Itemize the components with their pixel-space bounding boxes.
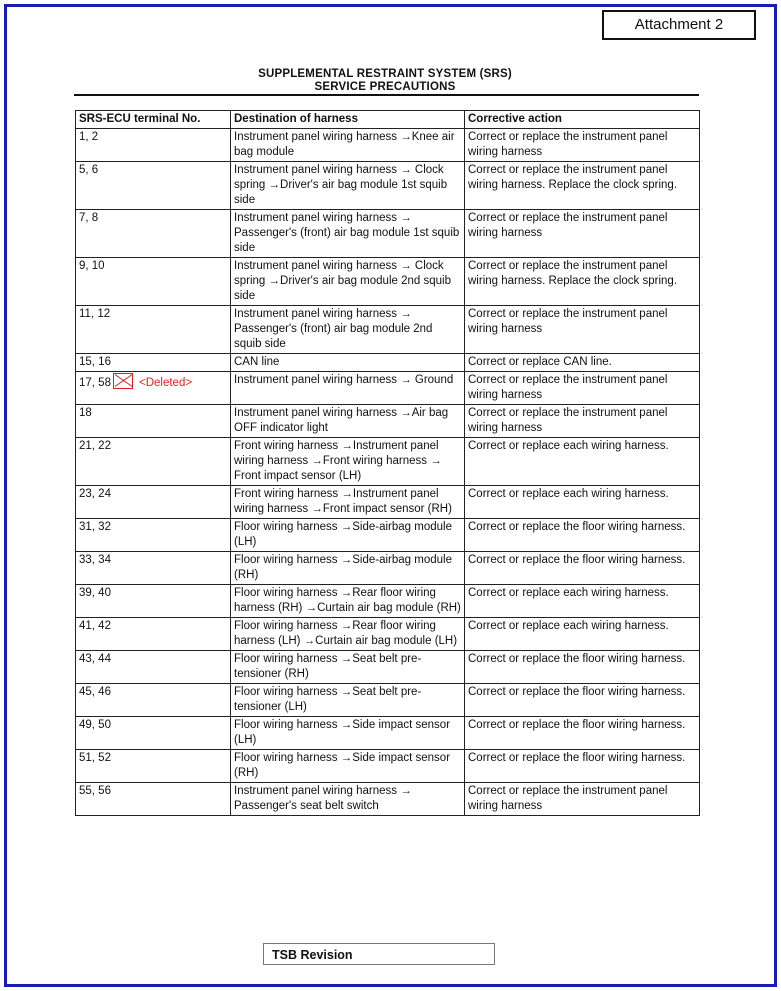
destination-cell: CAN line [231, 354, 465, 372]
table-row [76, 684, 700, 717]
header-action: Corrective action [465, 111, 700, 129]
strikethrough-mark-icon [113, 373, 133, 389]
table-row [76, 750, 700, 783]
destination-cell: Front wiring harness →Instrument panel wiring harness →Front wiring harness → Front impact sensor (LH) [231, 438, 465, 486]
action-cell: Correct or replace the floor wiring harness. [465, 552, 700, 585]
terminal-cell: 49, 50 [76, 717, 231, 750]
table-row [76, 354, 700, 372]
action-cell: Correct or replace the instrument panel wiring harness [465, 129, 700, 162]
terminal-cell: 18 [76, 405, 231, 438]
table-row [76, 519, 700, 552]
action-cell: Correct or replace the floor wiring harness. [465, 750, 700, 783]
destination-cell: Instrument panel wiring harness → Clock spring →Driver's air bag module 2nd squib side [231, 258, 465, 306]
destination-cell: Floor wiring harness →Rear floor wiring harness (RH) →Curtain air bag module (RH) [231, 585, 465, 618]
table-row [76, 306, 700, 354]
table-row [76, 258, 700, 306]
destination-cell: Instrument panel wiring harness → Passenger's (front) air bag module 2nd squib side [231, 306, 465, 354]
table-row [76, 486, 700, 519]
destination-cell: Instrument panel wiring harness → Passenger's (front) air bag module 1st squib side [231, 210, 465, 258]
terminal-cell: 39, 40 [76, 585, 231, 618]
action-cell: Correct or replace the instrument panel wiring harness [465, 372, 700, 405]
terminal-cell: 55, 56 [76, 783, 231, 816]
table-row [76, 552, 700, 585]
header-destination: Destination of harness [231, 111, 465, 129]
title-rule [74, 94, 699, 96]
terminal-cell: 1, 2 [76, 129, 231, 162]
action-cell: Correct or replace each wiring harness. [465, 585, 700, 618]
terminal-cell: 5, 6 [76, 162, 231, 210]
terminal-cell: 23, 24 [76, 486, 231, 519]
terminal-cell [76, 372, 231, 405]
terminal-cell: 41, 42 [76, 618, 231, 651]
terminal-cell: 7, 8 [76, 210, 231, 258]
table-row [76, 717, 700, 750]
table-row [76, 162, 700, 210]
action-cell: Correct or replace the instrument panel wiring harness [465, 210, 700, 258]
table-row [76, 405, 700, 438]
destination-cell: Instrument panel wiring harness → Passenger's seat belt switch [231, 783, 465, 816]
table-header-row [76, 111, 700, 129]
action-cell: Correct or replace the instrument panel wiring harness. Replace the clock spring. [465, 162, 700, 210]
destination-cell: Instrument panel wiring harness →Knee air bag module [231, 129, 465, 162]
destination-cell: Floor wiring harness →Side impact sensor (RH) [231, 750, 465, 783]
action-cell: Correct or replace the instrument panel wiring harness. Replace the clock spring. [465, 258, 700, 306]
table-row [76, 438, 700, 486]
terminal-cell: 21, 22 [76, 438, 231, 486]
deleted-note: <Deleted> [138, 377, 193, 389]
table-row [76, 783, 700, 816]
header-terminal: SRS-ECU terminal No. [76, 111, 231, 129]
table-row [76, 618, 700, 651]
terminal-cell: 33, 34 [76, 552, 231, 585]
terminal-cell: 9, 10 [76, 258, 231, 306]
document-subtitle: SERVICE PRECAUTIONS [314, 81, 456, 93]
table-row [76, 129, 700, 162]
terminal-cell: 51, 52 [76, 750, 231, 783]
destination-cell: Floor wiring harness →Seat belt pre-tensioner (LH) [231, 684, 465, 717]
tsb-revision-label: TSB Revision [263, 943, 495, 965]
terminal-cell: 31, 32 [76, 519, 231, 552]
destination-cell: Front wiring harness →Instrument panel wiring harness →Front impact sensor (RH) [231, 486, 465, 519]
table-row [76, 210, 700, 258]
attachment-label: Attachment 2 [602, 10, 756, 40]
action-cell: Correct or replace the instrument panel wiring harness [465, 783, 700, 816]
destination-cell: Floor wiring harness →Side impact sensor (LH) [231, 717, 465, 750]
action-cell: Correct or replace each wiring harness. [465, 438, 700, 486]
action-cell: Correct or replace the floor wiring harness. [465, 519, 700, 552]
terminal-cell: 45, 46 [76, 684, 231, 717]
table-row [76, 651, 700, 684]
terminal-number: 17, 58 [79, 377, 111, 389]
terminal-cell: 11, 12 [76, 306, 231, 354]
terminal-cell: 43, 44 [76, 651, 231, 684]
destination-cell: Instrument panel wiring harness → Clock spring →Driver's air bag module 1st squib side [231, 162, 465, 210]
destination-cell: Floor wiring harness →Side-airbag module (LH) [231, 519, 465, 552]
action-cell: Correct or replace the floor wiring harness. [465, 684, 700, 717]
action-cell: Correct or replace each wiring harness. [465, 486, 700, 519]
action-cell: Correct or replace each wiring harness. [465, 618, 700, 651]
table-row [76, 372, 700, 405]
destination-cell: Instrument panel wiring harness → Ground [231, 372, 465, 405]
action-cell: Correct or replace the instrument panel wiring harness [465, 306, 700, 354]
action-cell: Correct or replace the floor wiring harness. [465, 651, 700, 684]
table-row [76, 585, 700, 618]
action-cell: Correct or replace the floor wiring harness. [465, 717, 700, 750]
terminal-cell: 15, 16 [76, 354, 231, 372]
destination-cell: Floor wiring harness →Seat belt pre-tensioner (RH) [231, 651, 465, 684]
action-cell: Correct or replace the instrument panel wiring harness [465, 405, 700, 438]
destination-cell: Instrument panel wiring harness →Air bag OFF indicator light [231, 405, 465, 438]
action-cell: Correct or replace CAN line. [465, 354, 700, 372]
destination-cell: Floor wiring harness →Side-airbag module (RH) [231, 552, 465, 585]
harness-table [75, 110, 700, 816]
destination-cell: Floor wiring harness →Rear floor wiring harness (LH) →Curtain air bag module (LH) [231, 618, 465, 651]
document-title: SUPPLEMENTAL RESTRAINT SYSTEM (SRS) [258, 68, 512, 80]
